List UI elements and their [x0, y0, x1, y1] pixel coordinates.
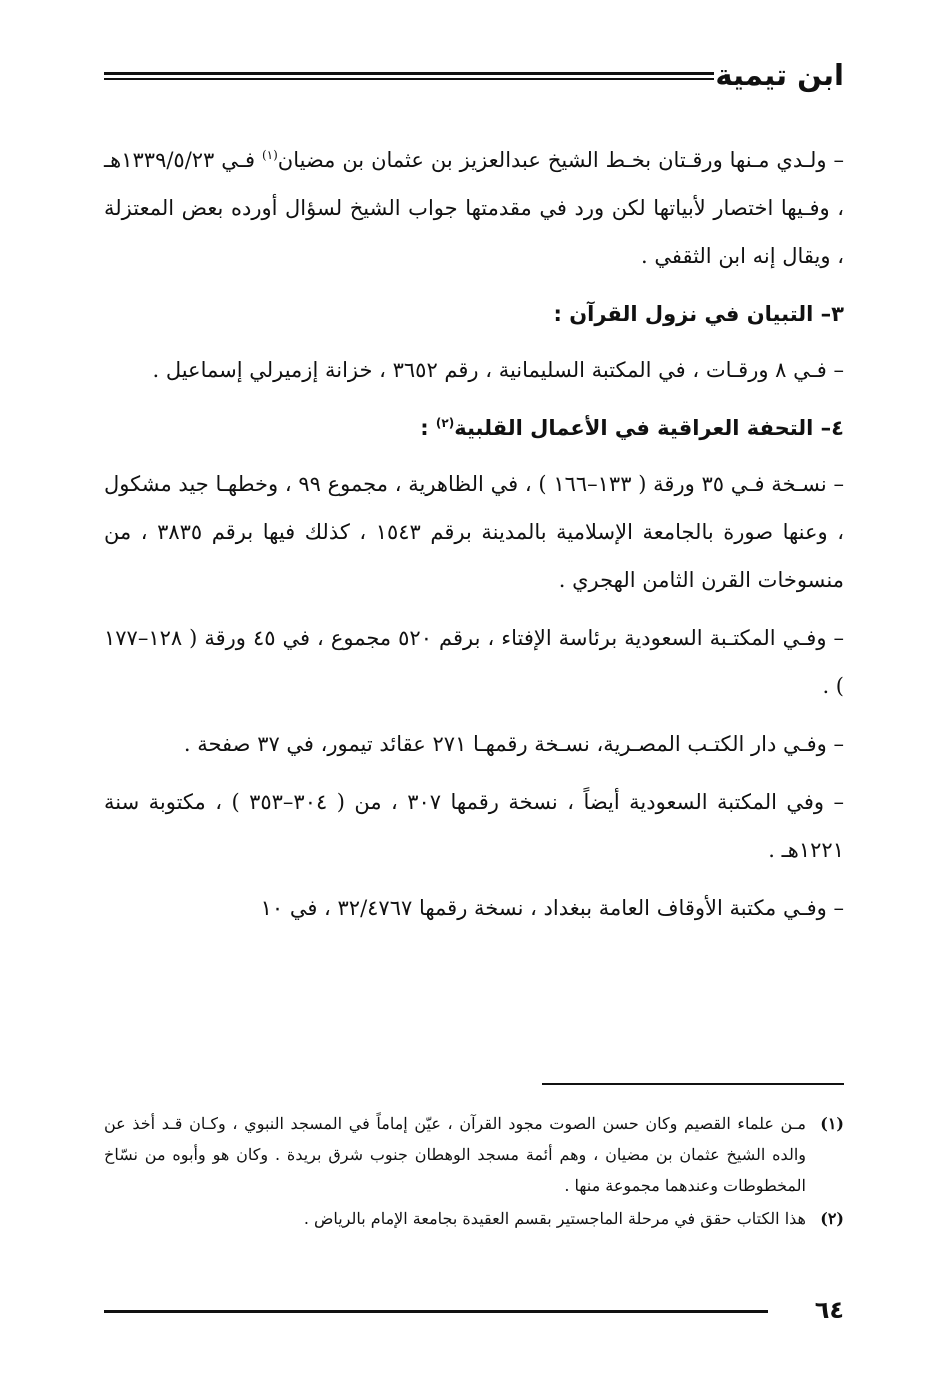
page-number: ٦٤: [814, 1296, 844, 1324]
header-rule: [104, 72, 714, 80]
footnotes: [104, 1108, 844, 1236]
running-header: [104, 52, 844, 98]
footnote: [104, 1108, 844, 1201]
header-title: ابن تيمية: [715, 58, 844, 92]
footnote-number: (١): [820, 1114, 844, 1133]
paragraph: – وفـي المكتـبة السعودية برئاسة الإفتاء ، برقم ٥٢٠ مجموع ، في ٤٥ ورقة ( ١٢٨–١٧٧ ) .: [104, 626, 844, 698]
paragraph: – وفـي مكتبة الأوقاف العامة ببغداد ، نسخة رقمها ٣٢/٤٧٦٧ ، في ١٠: [260, 896, 844, 920]
heading-text: :: [420, 416, 436, 440]
paragraph: – فـي ٨ ورقـات ، في المكتبة السليمانية ، رقم ٣٦٥٢ ، خزانة إزميرلي إسماعيل .: [152, 358, 844, 382]
section-heading: ٣– التبيان في نزول القرآن :: [553, 302, 844, 326]
footnote-text: هذا الكتاب حقق في مرحلة الماجستير بقسم العقيدة بجامعة الإمام بالرياض .: [303, 1209, 806, 1228]
paragraph-text: فـي ١٣٣٩/٥/٢٣هـ ، وفـيها اختصار لأبياتها لكن ورد في مقدمتها جواب الشيخ لسؤال أورده بعض المعتزلة ، ويقال إنه ابن الثقفي .: [104, 148, 844, 268]
section-heading: [104, 404, 844, 452]
footnote-ref: (١): [261, 148, 278, 162]
footnote-separator: [542, 1083, 844, 1085]
paragraph: – وفـي دار الكتـب المصـرية، نسـخة رقمهـا ٢٧١ عقائد تيمور، في ٣٧ صفحة .: [183, 732, 844, 756]
footnote-text: مـن علماء القصيم وكان حسن الصوت مجود القرآن ، عيّن إماماً في المسجد النبوي ، وكـان قـد أخذ عن والده الشيخ عثمان بن مضيان ، وهم أئمة مسجد الوهطان جنوب شرق بريدة . وكان هو وأبوه من نسّاخ المخطوطات وعندهما مجموعة منها .: [104, 1114, 807, 1195]
footnote: [104, 1203, 844, 1234]
footnote-ref: (٢): [435, 416, 455, 430]
heading-text: ٤– التحفة العراقية في الأعمال القلبية: [454, 416, 844, 440]
paragraph: – نسـخة فـي ٣٥ ورقة ( ١٣٣–١٦٦ ) ، في الظاهرية ، مجموع ٩٩ ، وخطهـا جيد مشكول ، وعنها صورة بالجامعة الإسلامية بالمدينة برقم ١٥٤٣ ، كذلك فيها برقم ٣٨٣٥ ، من منسوخات القرن الثامن الهجري .: [104, 472, 845, 592]
paragraph: – وفي المكتبة السعودية أيضاً ، نسخة رقمها ٣٠٧ ، من ( ٣٠٤–٣٥٣ ) ، مكتوبة سنة ١٢٢١هـ .: [104, 790, 844, 862]
footnote-number: (٢): [820, 1209, 844, 1228]
main-text: [104, 136, 844, 942]
paragraph: [104, 136, 844, 280]
footer-rule: [104, 1310, 768, 1313]
paragraph-text: – ولـدي مـنها ورقـتان بخـط الشيخ عبدالعزيز بن عثمان بن مضيان: [277, 148, 845, 172]
